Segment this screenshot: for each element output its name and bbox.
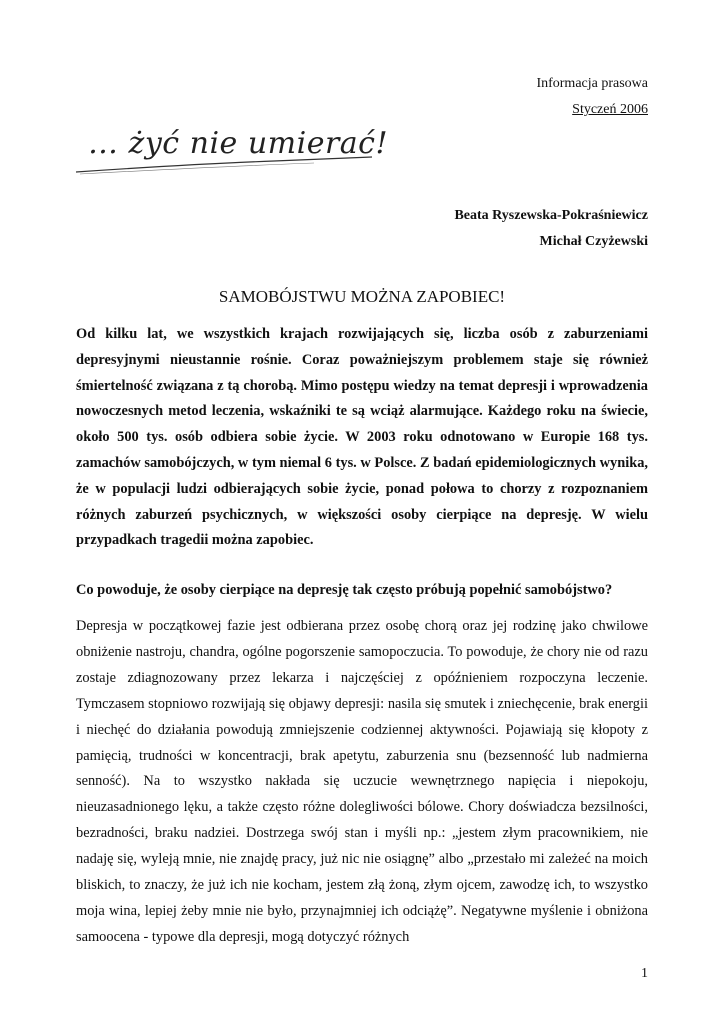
author-1: Beata Ryszewska-Pokraśniewicz xyxy=(454,208,648,223)
lead-paragraph: Od kilku lat, we wszystkich krajach rozwijających się, liczba osób z zaburzeniami depresyjnymi nieustannie rośnie. Coraz poważniejszym problemem staje się również śmiertelność związana z tą chorobą. Mimo postępu wiedzy na temat depresji i wprowadzenia nowoczesnych metod leczenia, wskaźniki te są wciąż alarmujące. Każdego roku na świecie, około 500 tys. osób odbiera sobie życie. W 2003 roku odnotowano w Europie 168 tys. zamachów samobójczych, w tym niemal 6 tys. w Polsce. Z badań epidemiologicznych wynika, że w populacji ludzi odbierających sobie życie, ponad połowa to chorzy z rozpoznaniem różnych zaburzeń psychicznych, w większości osoby cierpiące na depresję. W wielu przypadkach tragedii można zapobiec. xyxy=(76,326,648,549)
campaign-slogan: … żyć nie umierać! xyxy=(88,126,389,161)
campaign-logo xyxy=(74,124,389,176)
author-2: Michał Czyżewski xyxy=(539,234,648,249)
section-question: Co powoduje, że osoby cierpiące na depresję tak często próbują popełnić samobójstwo? xyxy=(76,582,613,598)
page-title: SAMOBÓJSTWU MOŻNA ZAPOBIEC! xyxy=(218,287,506,306)
document-type: Informacja prasowa xyxy=(536,76,648,91)
document-date: Styczeń 2006 xyxy=(572,102,648,117)
logo-underline-swash xyxy=(74,124,374,176)
page-number: 1 xyxy=(641,966,648,981)
body-paragraph: Depresja w początkowej fazie jest odbierana przez osobę chorą oraz jej rodzinę jako chwilowe obniżenie nastroju, chandra, ogólne pogorszenie samopoczucia. To powoduje, że chory nie od razu zostaje zdiagnozowany przez lekarza i najczęściej z opóźnieniem rozpoczyna leczenie. Tymczasem stopniowo rozwijają się objawy depresji: nasila się smutek i zniechęcenie, brak energii i niechęć do działania powodują zmniejszenie codziennej aktywności. Pojawiają się kłopoty z pamięcią, trudności w koncentracji, brak apetytu, zaburzenia snu (bezsenność lub nadmierna senność). Na to wszystko nakłada się uczucie wewnętrznego napięcia i niepokoju, nieuzasadnionego lęku, a także często różne dolegliwości bólowe. Chory doświadcza bezsilności, bezradności, braku nadziei. Dostrzega swój stan i myśli np.: „jestem złym pracownikiem, nie nadaję się, wyleją mnie, nie znajdę pracy, już nic nie osiągnę” albo „przestało mi zależeć na moich bliskich, to znaczy, że już ich nie kocham, jestem złą żoną, złym ojcem, zawodzę ich, to wszystko moja wina, lepiej żeby mnie nie było, przynajmniej ich odciążę”. Negatywne myślenie i obniżona samoocena - typowe dla depresji, mogą dotyczyć różnych xyxy=(76,618,648,945)
